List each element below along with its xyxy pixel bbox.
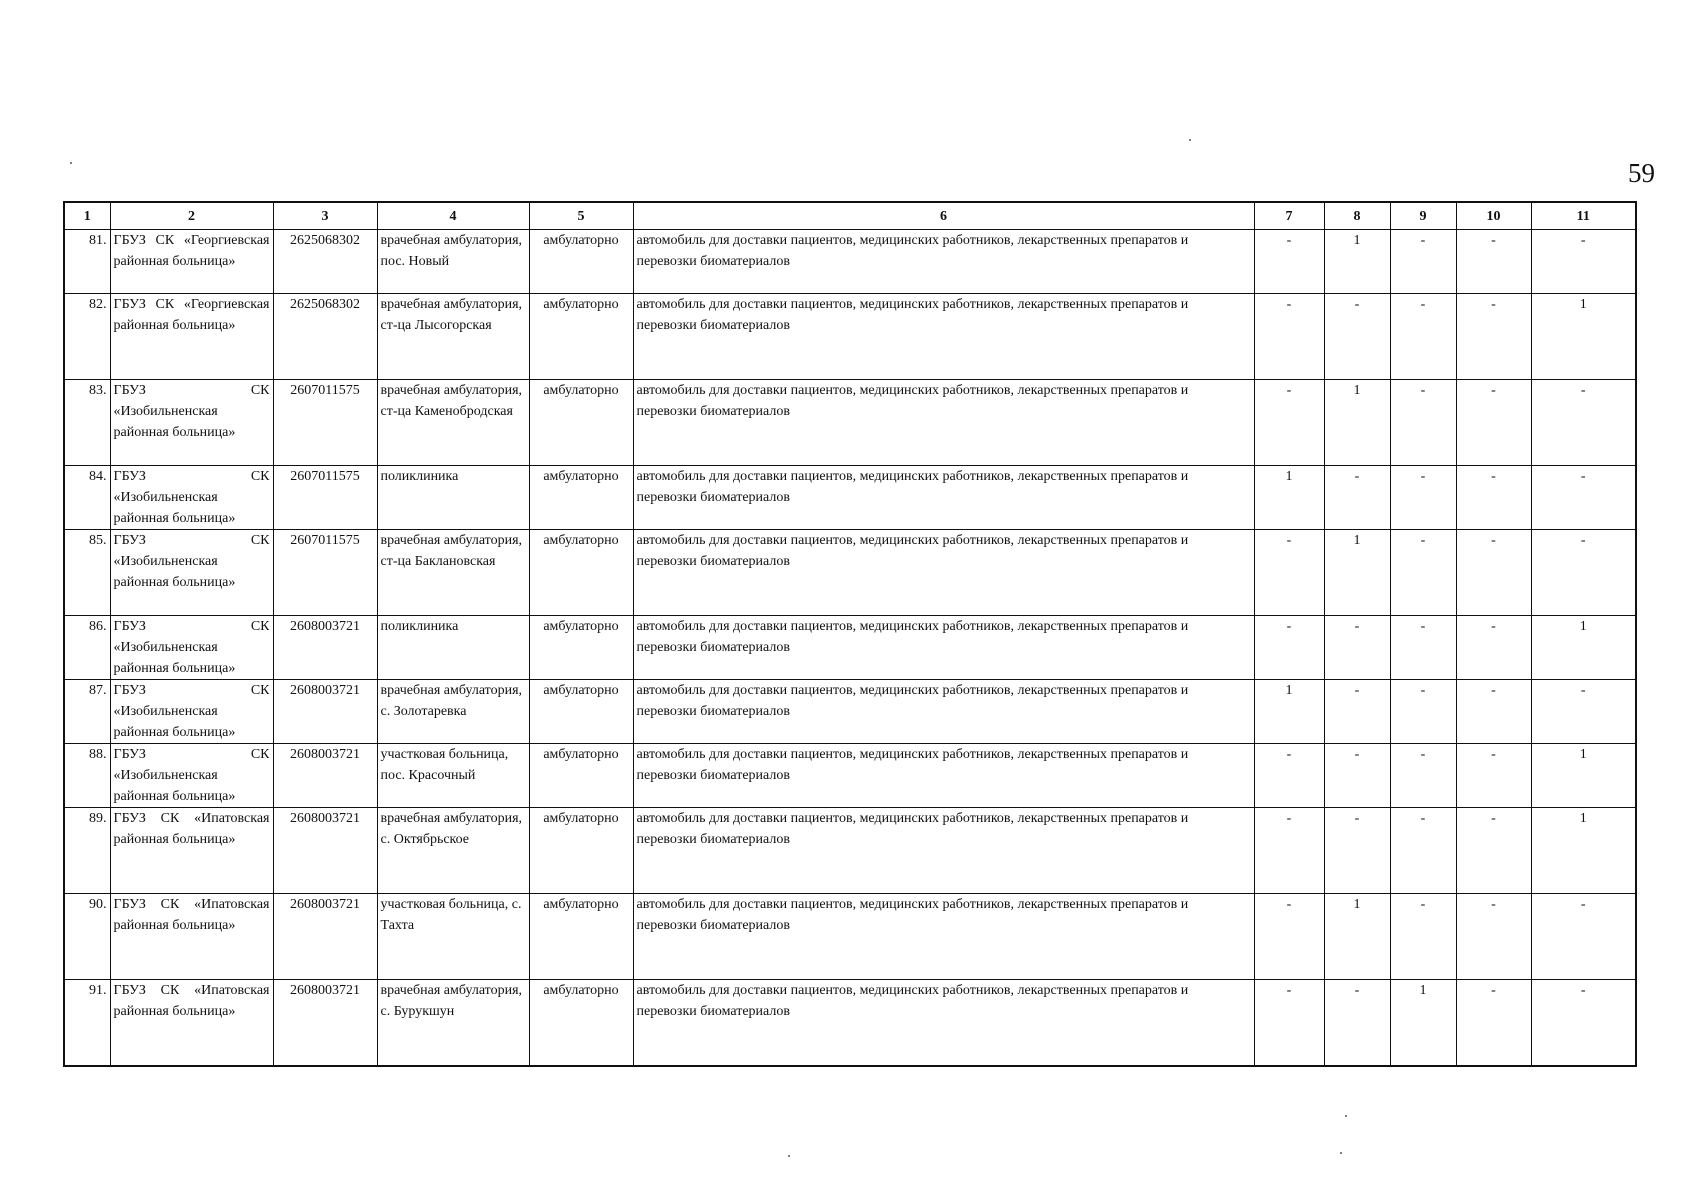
- vehicle-purpose: автомобиль для доставки пациентов, медицинских работников, лекарственных препаратов и перевозки биоматериалов: [633, 808, 1254, 894]
- row-number: 88.: [64, 744, 110, 808]
- care-form: амбулаторно: [529, 894, 633, 980]
- row-number: 89.: [64, 808, 110, 894]
- col7-count: -: [1254, 530, 1324, 616]
- col8-count: 1: [1324, 894, 1390, 980]
- col10-count: -: [1456, 530, 1531, 616]
- col8-count: 1: [1324, 380, 1390, 466]
- col11-count: -: [1531, 380, 1636, 466]
- organization-name: ГБУЗ СК «Изобильненская районная больница»: [110, 744, 273, 808]
- col8-count: -: [1324, 744, 1390, 808]
- col9-count: -: [1390, 530, 1456, 616]
- column-header: 1: [64, 202, 110, 230]
- vehicle-purpose: автомобиль для доставки пациентов, медицинских работников, лекарственных препаратов и перевозки биоматериалов: [633, 894, 1254, 980]
- col8-count: -: [1324, 616, 1390, 680]
- table-row: [64, 980, 1636, 1066]
- col8-count: -: [1324, 808, 1390, 894]
- organization-name: ГБУЗ СК «Георгиевская районная больница»: [110, 230, 273, 294]
- column-header: 10: [1456, 202, 1531, 230]
- col7-count: 1: [1254, 466, 1324, 530]
- column-header: 8: [1324, 202, 1390, 230]
- table-row: [64, 808, 1636, 894]
- organization-name: ГБУЗ СК «Изобильненская районная больница»: [110, 380, 273, 466]
- table-body: [64, 230, 1636, 1066]
- column-header: 5: [529, 202, 633, 230]
- subdivision-name: поликлиника: [377, 466, 529, 530]
- organization-name: ГБУЗ СК «Ипатовская районная больница»: [110, 808, 273, 894]
- col7-count: -: [1254, 380, 1324, 466]
- care-form: амбулаторно: [529, 680, 633, 744]
- vehicle-purpose: автомобиль для доставки пациентов, медицинских работников, лекарственных препаратов и перевозки биоматериалов: [633, 680, 1254, 744]
- care-form: амбулаторно: [529, 466, 633, 530]
- column-header: 11: [1531, 202, 1636, 230]
- col11-count: -: [1531, 466, 1636, 530]
- care-form: амбулаторно: [529, 380, 633, 466]
- subdivision-name: врачебная амбулатория, ст-ца Баклановская: [377, 530, 529, 616]
- subdivision-name: врачебная амбулатория, с. Золотаревка: [377, 680, 529, 744]
- care-form: амбулаторно: [529, 230, 633, 294]
- table-row: [64, 894, 1636, 980]
- row-number: 83.: [64, 380, 110, 466]
- col11-count: -: [1531, 680, 1636, 744]
- col11-count: -: [1531, 980, 1636, 1066]
- row-number: 85.: [64, 530, 110, 616]
- subdivision-name: врачебная амбулатория, с. Октябрьское: [377, 808, 529, 894]
- column-number-row: [64, 202, 1636, 230]
- inn-code: 2607011575: [273, 466, 377, 530]
- subdivision-name: участковая больница, пос. Красочный: [377, 744, 529, 808]
- subdivision-name: врачебная амбулатория, ст-ца Лысогорская: [377, 294, 529, 380]
- table-row: [64, 294, 1636, 380]
- care-form: амбулаторно: [529, 294, 633, 380]
- table-row: [64, 230, 1636, 294]
- page-number: 59: [1628, 158, 1655, 188]
- vehicle-allocation-table: [63, 201, 1637, 1067]
- inn-code: 2625068302: [273, 230, 377, 294]
- row-number: 90.: [64, 894, 110, 980]
- column-header: 4: [377, 202, 529, 230]
- subdivision-name: врачебная амбулатория, пос. Новый: [377, 230, 529, 294]
- row-number: 84.: [64, 466, 110, 530]
- organization-name: ГБУЗ СК «Изобильненская районная больница»: [110, 616, 273, 680]
- col11-count: 1: [1531, 616, 1636, 680]
- vehicle-purpose: автомобиль для доставки пациентов, медицинских работников, лекарственных препаратов и перевозки биоматериалов: [633, 616, 1254, 680]
- scan-speck: [1345, 1115, 1347, 1117]
- vehicle-purpose: автомобиль для доставки пациентов, медицинских работников, лекарственных препаратов и перевозки биоматериалов: [633, 530, 1254, 616]
- col9-count: -: [1390, 466, 1456, 530]
- row-number: 82.: [64, 294, 110, 380]
- organization-name: ГБУЗ СК «Изобильненская районная больница»: [110, 466, 273, 530]
- vehicle-purpose: автомобиль для доставки пациентов, медицинских работников, лекарственных препаратов и перевозки биоматериалов: [633, 466, 1254, 530]
- col9-count: -: [1390, 380, 1456, 466]
- col9-count: -: [1390, 680, 1456, 744]
- scan-speck: [1340, 1152, 1342, 1154]
- col8-count: -: [1324, 466, 1390, 530]
- column-header: 9: [1390, 202, 1456, 230]
- col7-count: -: [1254, 230, 1324, 294]
- vehicle-purpose: автомобиль для доставки пациентов, медицинских работников, лекарственных препаратов и перевозки биоматериалов: [633, 230, 1254, 294]
- col7-count: 1: [1254, 680, 1324, 744]
- row-number: 87.: [64, 680, 110, 744]
- scan-speck: [1189, 139, 1191, 141]
- organization-name: ГБУЗ СК «Ипатовская районная больница»: [110, 894, 273, 980]
- inn-code: 2607011575: [273, 530, 377, 616]
- col9-count: -: [1390, 894, 1456, 980]
- col9-count: -: [1390, 230, 1456, 294]
- col8-count: -: [1324, 980, 1390, 1066]
- col7-count: -: [1254, 744, 1324, 808]
- col7-count: -: [1254, 894, 1324, 980]
- col9-count: 1: [1390, 980, 1456, 1066]
- col7-count: -: [1254, 808, 1324, 894]
- col8-count: -: [1324, 294, 1390, 380]
- inn-code: 2608003721: [273, 894, 377, 980]
- organization-name: ГБУЗ СК «Георгиевская районная больница»: [110, 294, 273, 380]
- col11-count: 1: [1531, 294, 1636, 380]
- col9-count: -: [1390, 294, 1456, 380]
- table-row: [64, 380, 1636, 466]
- organization-name: ГБУЗ СК «Изобильненская районная больница»: [110, 530, 273, 616]
- col8-count: -: [1324, 680, 1390, 744]
- column-header: 3: [273, 202, 377, 230]
- care-form: амбулаторно: [529, 980, 633, 1066]
- col8-count: 1: [1324, 530, 1390, 616]
- col9-count: -: [1390, 744, 1456, 808]
- col11-count: -: [1531, 894, 1636, 980]
- care-form: амбулаторно: [529, 530, 633, 616]
- row-number: 81.: [64, 230, 110, 294]
- scan-speck: [70, 162, 72, 164]
- subdivision-name: врачебная амбулатория, с. Бурукшун: [377, 980, 529, 1066]
- vehicle-purpose: автомобиль для доставки пациентов, медицинских работников, лекарственных препаратов и перевозки биоматериалов: [633, 380, 1254, 466]
- row-number: 86.: [64, 616, 110, 680]
- inn-code: 2608003721: [273, 744, 377, 808]
- col10-count: -: [1456, 466, 1531, 530]
- column-header: 7: [1254, 202, 1324, 230]
- vehicle-purpose: автомобиль для доставки пациентов, медицинских работников, лекарственных препаратов и перевозки биоматериалов: [633, 980, 1254, 1066]
- col10-count: -: [1456, 980, 1531, 1066]
- col10-count: -: [1456, 808, 1531, 894]
- col10-count: -: [1456, 294, 1531, 380]
- inn-code: 2608003721: [273, 616, 377, 680]
- table-row: [64, 530, 1636, 616]
- col10-count: -: [1456, 230, 1531, 294]
- inn-code: 2625068302: [273, 294, 377, 380]
- col7-count: -: [1254, 294, 1324, 380]
- col9-count: -: [1390, 808, 1456, 894]
- table-row: [64, 744, 1636, 808]
- column-header: 6: [633, 202, 1254, 230]
- row-number: 91.: [64, 980, 110, 1066]
- care-form: амбулаторно: [529, 808, 633, 894]
- organization-name: ГБУЗ СК «Изобильненская районная больница»: [110, 680, 273, 744]
- table-row: [64, 466, 1636, 530]
- col10-count: -: [1456, 894, 1531, 980]
- inn-code: 2608003721: [273, 680, 377, 744]
- subdivision-name: поликлиника: [377, 616, 529, 680]
- col11-count: 1: [1531, 808, 1636, 894]
- col11-count: -: [1531, 230, 1636, 294]
- subdivision-name: врачебная амбулатория, ст-ца Каменобродская: [377, 380, 529, 466]
- col8-count: 1: [1324, 230, 1390, 294]
- col10-count: -: [1456, 616, 1531, 680]
- column-header: 2: [110, 202, 273, 230]
- vehicle-purpose: автомобиль для доставки пациентов, медицинских работников, лекарственных препаратов и перевозки биоматериалов: [633, 744, 1254, 808]
- table-row: [64, 680, 1636, 744]
- scan-speck: [788, 1155, 790, 1157]
- inn-code: 2607011575: [273, 380, 377, 466]
- table-row: [64, 616, 1636, 680]
- col11-count: 1: [1531, 744, 1636, 808]
- care-form: амбулаторно: [529, 616, 633, 680]
- subdivision-name: участковая больница, с. Тахта: [377, 894, 529, 980]
- col10-count: -: [1456, 680, 1531, 744]
- inn-code: 2608003721: [273, 980, 377, 1066]
- col7-count: -: [1254, 980, 1324, 1066]
- vehicle-purpose: автомобиль для доставки пациентов, медицинских работников, лекарственных препаратов и перевозки биоматериалов: [633, 294, 1254, 380]
- col11-count: -: [1531, 530, 1636, 616]
- care-form: амбулаторно: [529, 744, 633, 808]
- organization-name: ГБУЗ СК «Ипатовская районная больница»: [110, 980, 273, 1066]
- col9-count: -: [1390, 616, 1456, 680]
- inn-code: 2608003721: [273, 808, 377, 894]
- col7-count: -: [1254, 616, 1324, 680]
- col10-count: -: [1456, 380, 1531, 466]
- col10-count: -: [1456, 744, 1531, 808]
